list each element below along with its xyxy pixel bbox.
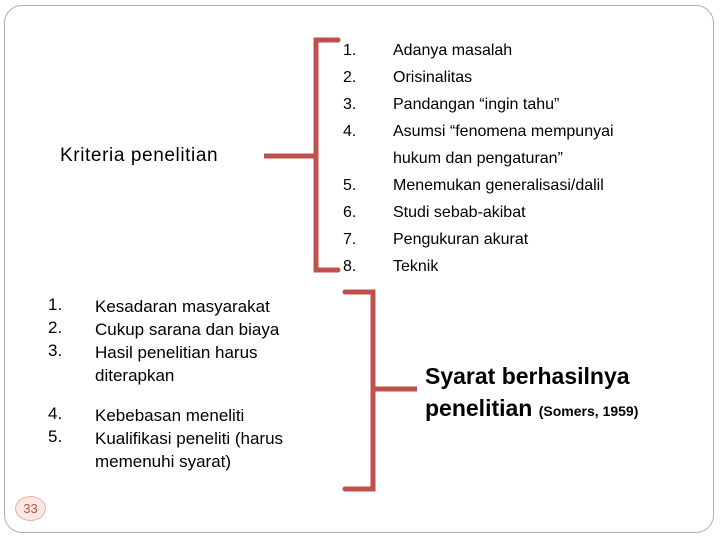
list-item: Adanya masalah (393, 42, 513, 59)
list-number: 3. (48, 341, 63, 360)
top-bracket (316, 40, 338, 270)
list-number: 4. (48, 404, 63, 423)
list-item: Cukup sarana dan biaya (95, 320, 280, 339)
list-number: 4. (343, 123, 357, 140)
list-item: Kualifikasi peneliti (harus memenuhi syarat) (95, 429, 284, 471)
bottom-bracket (345, 292, 373, 489)
list-number: 5. (48, 427, 63, 446)
list-item: Kebebasan meneliti (95, 406, 245, 425)
list-item: Orisinalitas (393, 69, 473, 86)
list-number: 3. (343, 96, 357, 113)
page-number: 33 (15, 496, 46, 521)
list-number: 2. (343, 69, 357, 86)
success-title-line2: penelitian (425, 395, 533, 421)
list-item: Kesadaran masyarakat (95, 297, 270, 316)
list-number: 6. (343, 204, 357, 221)
list-item: hukum dan pengaturan” (393, 150, 563, 167)
criteria-title: Kriteria penelitian (60, 145, 219, 166)
list-item: Teknik (393, 258, 439, 275)
list-number: 2. (48, 318, 63, 337)
list-number: 8. (343, 258, 357, 275)
list-item: Studi sebab-akibat (393, 204, 526, 221)
success-citation: (Somers, 1959) (538, 403, 639, 419)
list-number: 7. (343, 231, 357, 248)
success-title-line2-row (425, 392, 638, 427)
list-item: Hasil penelitian harus diterapkan (95, 343, 258, 385)
success-title-line1: Syarat berhasilnya (425, 363, 630, 389)
success-title (425, 360, 638, 427)
list-item: Menemukan generalisasi/dalil (393, 177, 604, 194)
list-number: 1. (48, 295, 63, 314)
list-item: Pengukuran akurat (393, 231, 529, 248)
list-number: 1. (343, 42, 357, 59)
list-item: Asumsi “fenomena mempunyai (393, 123, 614, 140)
list-number: 5. (343, 177, 357, 194)
list-item: Pandangan “ingin tahu” (393, 96, 560, 113)
